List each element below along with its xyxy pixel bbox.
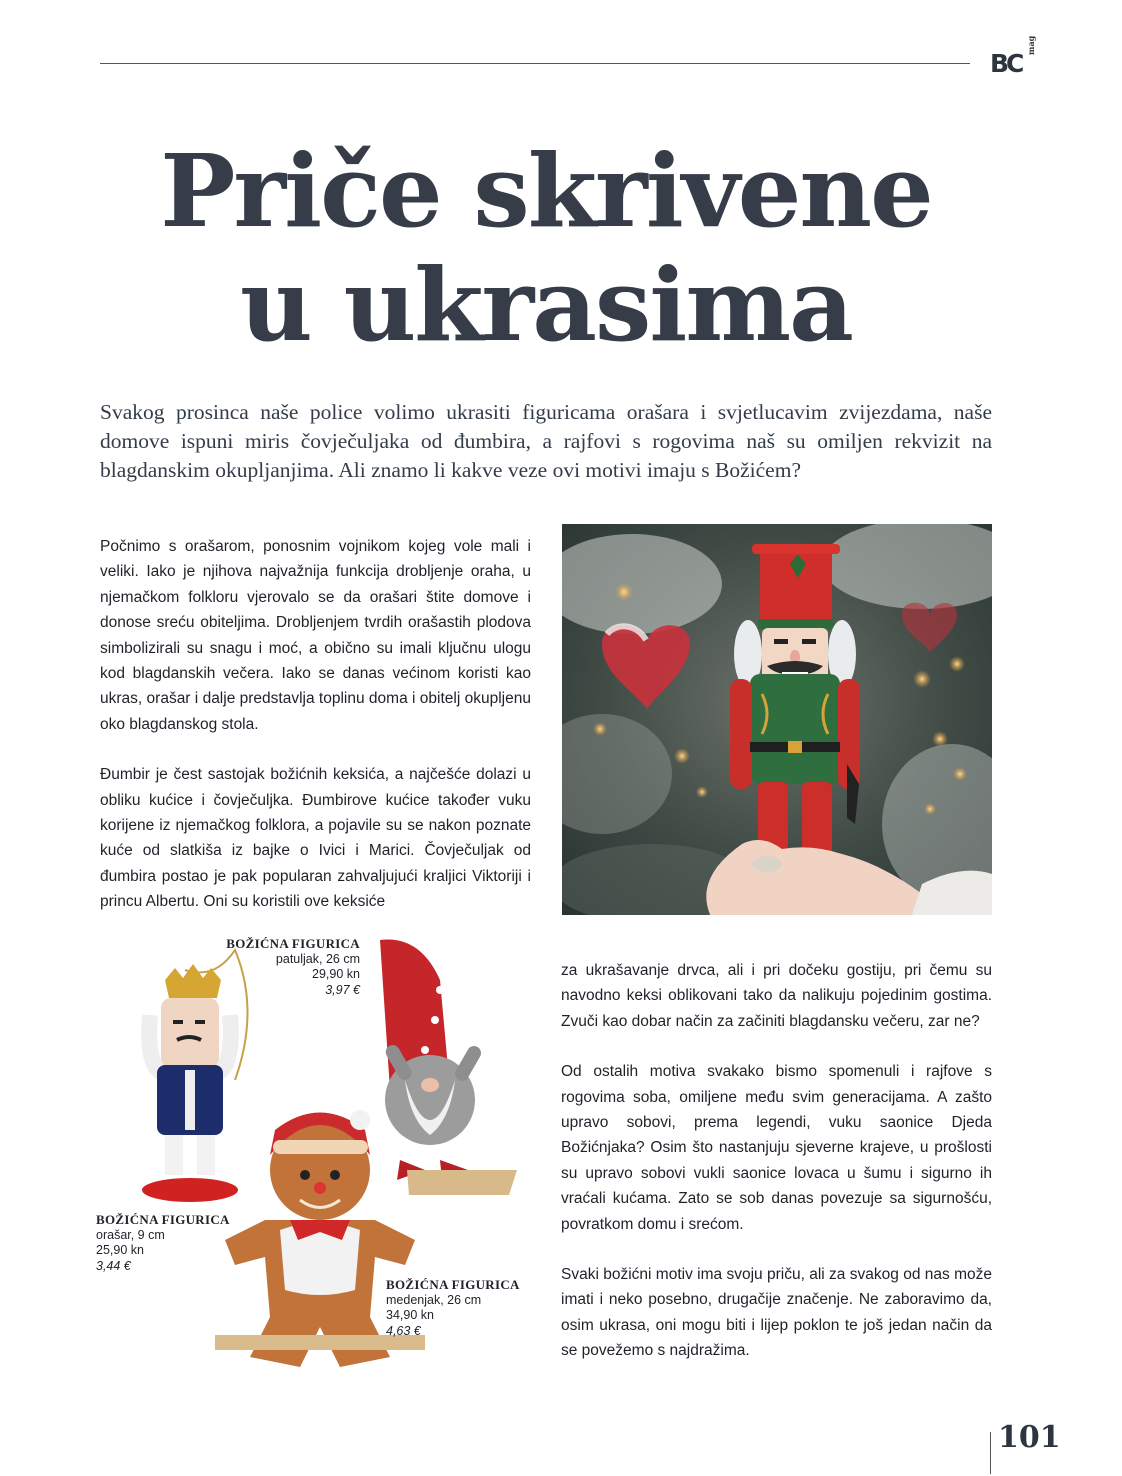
product-name: BOŽIĆNA FIGURICA (386, 1277, 520, 1292)
paragraph-gingerbread: Đumbir je čest sastojak božićnih keksića, a najčešće dolazi u obliku kućice i čovječuljka. Đumbirove kućice također vuku korijene iz njemačkog folklora, a pojavile su se nakon poznate kuće od slatkiša iz bajke o Ivici i Marici. Čovječuljak od đumbira postao je pak popularan zahvaljujući kraljici Viktoriji i princu Albertu. Oni su koristili ove keksiće (100, 766, 531, 911)
product-label-gnome (200, 936, 360, 998)
product-price-eur: 3,44 € (96, 1258, 131, 1273)
nutcracker-photo (562, 524, 992, 915)
product-price-kn: 25,90 kn (96, 1243, 144, 1257)
article-title (100, 134, 992, 362)
left-column (100, 534, 531, 940)
bc-mag-logo (990, 35, 1042, 79)
product-desc: orašar, 9 cm (96, 1227, 165, 1242)
product-label-gingerbread (386, 1277, 546, 1339)
logo-text: BC (990, 49, 1022, 78)
product-price-kn: 34,90 kn (386, 1308, 434, 1322)
article-lead: Svakog prosinca naše police volimo ukrasiti figuricama orašara i svjetlucavim zvijezdama, naše domove ispuni miris čovječuljaka od đumbira, a rajfovi s rogovima naš su omiljen rekvizit na blagdanskim okupljanjima. Ali znamo li kakve veze ovi motivi imaju s Božićem? (100, 400, 992, 482)
product-desc: patuljak, 26 cm (275, 951, 360, 966)
title-line-2: u ukrasima (240, 246, 852, 364)
product-name: BOŽIĆNA FIGURICA (96, 1212, 230, 1227)
header-rule (100, 63, 970, 64)
paragraph-conclusion: Svaki božićni motiv ima svoju priču, ali za svakog od nas može imati i neko posebno, drugačije značenje. Ne zaboravimo da, osim ukrasa, oni mogu biti i lijep poklon te još jedan način da se povežemo s najdražima. (561, 1266, 992, 1360)
product-price-eur: 4,63 € (386, 1323, 421, 1338)
title-line-1: Priče skrivene (160, 132, 932, 250)
paragraph-nutcracker: Počnimo s orašarom, ponosnim vojnikom kojeg vole mali i veliki. Iako je njihova najvažnija funkcija drobljenje oraha, u njemačkom folkloru vjerovalo se da orašari štite domove i donose sreću obiteljima. Drobljenjem tvrdih orašastih plodova simbolizirali su snagu i moć, a obično su imali ključnu ulogu kod blagdanskih večera. Iako se danas većinom koristi kao ukras, orašar i dalje predstavlja toplinu doma i obitelj okupljenu oko blagdanskog stola. (100, 538, 531, 733)
product-price-eur: 3,97 € (325, 982, 360, 997)
product-desc: medenjak, 26 cm (386, 1292, 482, 1307)
product-label-nutcracker (96, 1212, 256, 1274)
logo-sub: mag (1026, 35, 1036, 55)
paragraph-gingerbread-continued: za ukrašavanje drvca, ali i pri dočeku gostiju, pri čemu su navodno keksi oblikovani tako da nalikuju pojedinim gostima. Zvuči kao dobar način za začiniti blagdansku večeru, zar ne? (561, 962, 992, 1030)
product-price-kn: 29,90 kn (312, 967, 360, 981)
page-number: 101 (998, 1420, 1061, 1455)
gnome-figure (380, 940, 517, 1196)
product-name: BOŽIĆNA FIGURICA (226, 936, 360, 951)
paragraph-reindeer: Od ostalih motiva svakako bismo spomenuli i rajfove s rogovima soba, omiljene među svim generacijama. A zašto upravo sobovi, prema legendi, vuku saonice Djeda Božićnjaka? Osim što nastanjuju sjeverne krajeve, u prošlosti su upravo sobovi vukli saonice lovaca u šumu i sigurno ih vraćali kućama. Zato se sob danas povezuje sa sigurnošću, povratkom domu i srećom. (561, 1063, 992, 1233)
right-column (561, 958, 992, 1389)
page-number-rule (990, 1432, 991, 1474)
